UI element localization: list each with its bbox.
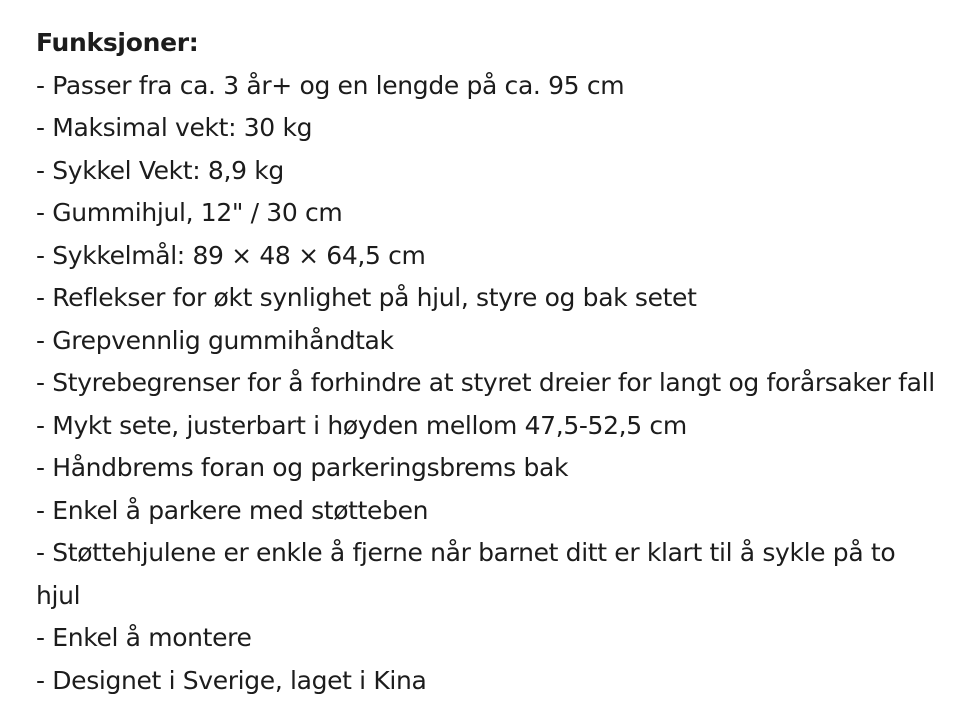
feature-item-dimensions: - Sykkelmål: 89 × 48 × 64,5 cm [36, 240, 426, 270]
feature-item-kickstand: - Enkel å parkere med støtteben [36, 495, 429, 525]
feature-item-brakes: - Håndbrems foran og parkeringsbrems bak [36, 453, 569, 482]
feature-item-bike-weight: - Sykkel Vekt: 8,9 kg [36, 155, 284, 185]
feature-list [36, 65, 936, 703]
feature-item-assembly: - Enkel å montere [36, 623, 252, 652]
feature-item-reflectors: - Reflekser for økt synlighet på hjul, styre og bak setet [36, 283, 697, 312]
feature-item-steering-limiter: - Styrebegrenser for å forhindre at styret dreier for langt og forårsaker fall [36, 368, 935, 397]
feature-item-age-length: - Passer fra ca. 3 år+ og en lengde på ca. 95 cm [36, 70, 625, 100]
feature-item-origin: - Designet i Sverige, laget i Kina [36, 665, 427, 695]
feature-item-max-weight: - Maksimal vekt: 30 kg [36, 113, 313, 142]
feature-item-seat: - Mykt sete, justerbart i høyden mellom 47,5-52,5 cm [36, 410, 687, 440]
features-heading: Funksjoner: [36, 28, 199, 57]
feature-item-rubber-wheels: - Gummihjul, 12" / 30 cm [36, 198, 343, 227]
feature-item-training-wheels: - Støttehjulene er enkle å fjerne når barnet ditt er klart til å sykle på to hjul [36, 538, 896, 610]
feature-item-grips: - Grepvennlig gummihåndtak [36, 325, 394, 355]
